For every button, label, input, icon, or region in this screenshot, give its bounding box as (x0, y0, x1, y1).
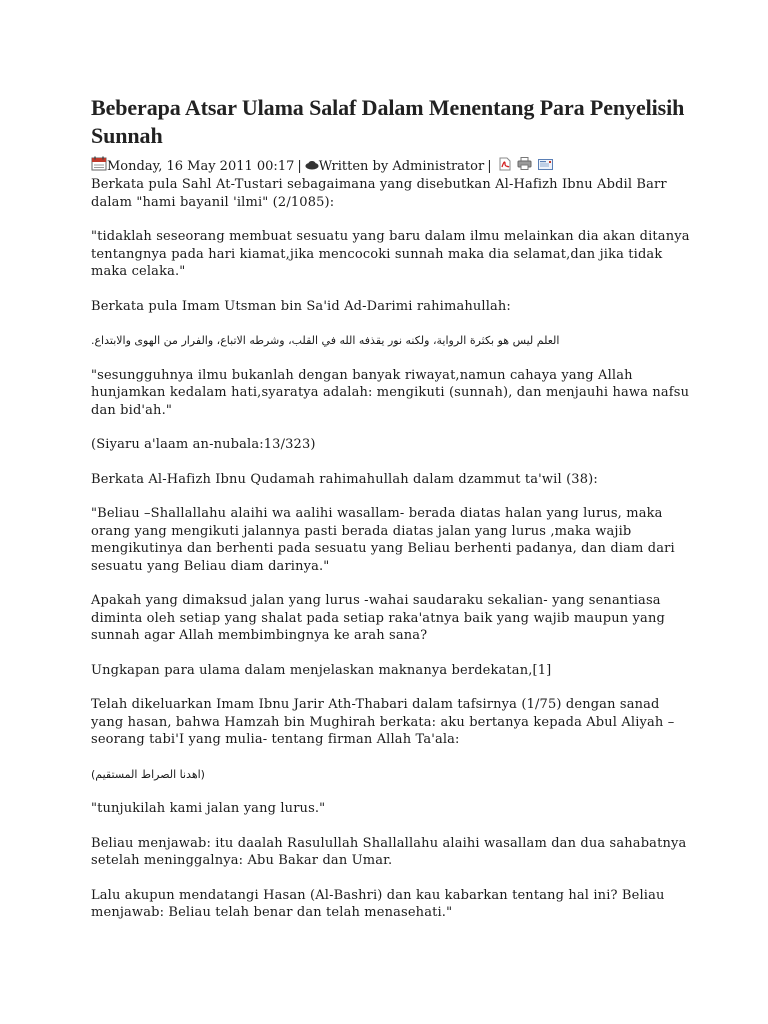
email-icon[interactable] (538, 158, 553, 175)
paragraph: Ungkapan para ulama dalam menjelaskan maknanya berdekatan,[1] (91, 662, 552, 678)
paragraph: Berkata Al-Hafizh Ibnu Qudamah rahimahullah dalam dzammut ta'wil (38): (91, 471, 598, 487)
print-icon[interactable] (517, 157, 532, 175)
arabic-verse: (اهدنا الصراط المستقيم) (91, 767, 205, 781)
article-tools (499, 157, 553, 176)
paragraph: "tunjukilah kami jalan yang lurus." (91, 801, 326, 816)
paragraph: Lalu akupun mendatangi Hasan (Al-Bashri) dan kau kabarkan tentang hal ini? Beliau menjawab: Beliau telah benar dan telah menasehati." (91, 887, 665, 920)
article (91, 94, 691, 939)
paragraph: "sesungguhnya ilmu bukanlah dengan banyak riwayat,namun cahaya yang Allah hunjamkan kedalam hati,syaratya adalah: mengikuti (sunnah), dan menjauhi hawa nafsu dan bid'ah." (91, 367, 690, 418)
article-author: Written by Administrator (318, 158, 485, 174)
paragraph: "Beliau –Shallallahu alaihi wa aalihi wasallam- berada diatas halan yang lurus, maka orang yang mengikuti jalannya pasti berada diatas jalan yang lurus ,maka wajib mengikutinya dan berhenti pada sesuatu yang Beliau berhenti padanya, dan diam dari sesuatu yang Beliau diam darinya." (91, 506, 675, 574)
article-date: Monday, 16 May 2011 00:17 (107, 158, 295, 174)
meta-separator: | (297, 158, 302, 174)
paragraph: (Siyaru a'laam an-nubala:13/323) (91, 437, 316, 452)
paragraph: Beliau menjawab: itu daalah Rasulullah Shallallahu alaihi wasallam dan dua sahabatnya setelah meninggalnya: Abu Bakar dan Umar. (91, 835, 687, 868)
page-title: Beberapa Atsar Ulama Salaf Dalam Menentang Para Penyelisih Sunnah (91, 95, 685, 148)
article-meta (91, 156, 691, 176)
author-icon (305, 158, 319, 175)
meta-separator: | (487, 158, 492, 174)
calendar-icon (91, 156, 107, 176)
paragraph: Berkata pula Sahl At-Tustari sebagaimana yang disebutkan Al-Hafizh Ibnu Abdil Barr dalam "hami bayanil 'ilmi" (2/1085): (91, 177, 667, 210)
paragraph: "tidaklah seseorang membuat sesuatu yang baru dalam ilmu melainkan dia akan ditanya tentangnya pada hari kiamat,jika mencocoki sunnah maka dia selamat,dan jika tidak maka celaka." (91, 229, 690, 279)
pdf-icon[interactable] (499, 157, 511, 176)
paragraph: Berkata pula Imam Utsman bin Sa'id Ad-Darimi rahimahullah: (91, 298, 511, 314)
paragraph: Telah dikeluarkan Imam Ibnu Jarir Ath-Thabari dalam tafsirnya (1/75) dengan sanad yang hasan, bahwa Hamzah bin Mughirah berkata: aku bertanya kepada Abul Aliyah –seorang tabi'I yang mulia- tentang firman Allah Ta'ala: (91, 697, 675, 747)
article-body (91, 176, 691, 922)
arabic-quote: العلم ليس هو بكثرة الرواية، ولكنه نور يقذفه الله في القلب، وشرطه الاتباع، والفرار من الهوى والابتداع. (91, 334, 560, 347)
paragraph: Apakah yang dimaksud jalan yang lurus -wahai saudaraku sekalian- yang senantiasa diminta oleh setiap yang shalat pada setiap raka'atnya baik yang wajib maupun yang sunnah agar Allah membimbingnya ke arah sana? (91, 593, 665, 643)
